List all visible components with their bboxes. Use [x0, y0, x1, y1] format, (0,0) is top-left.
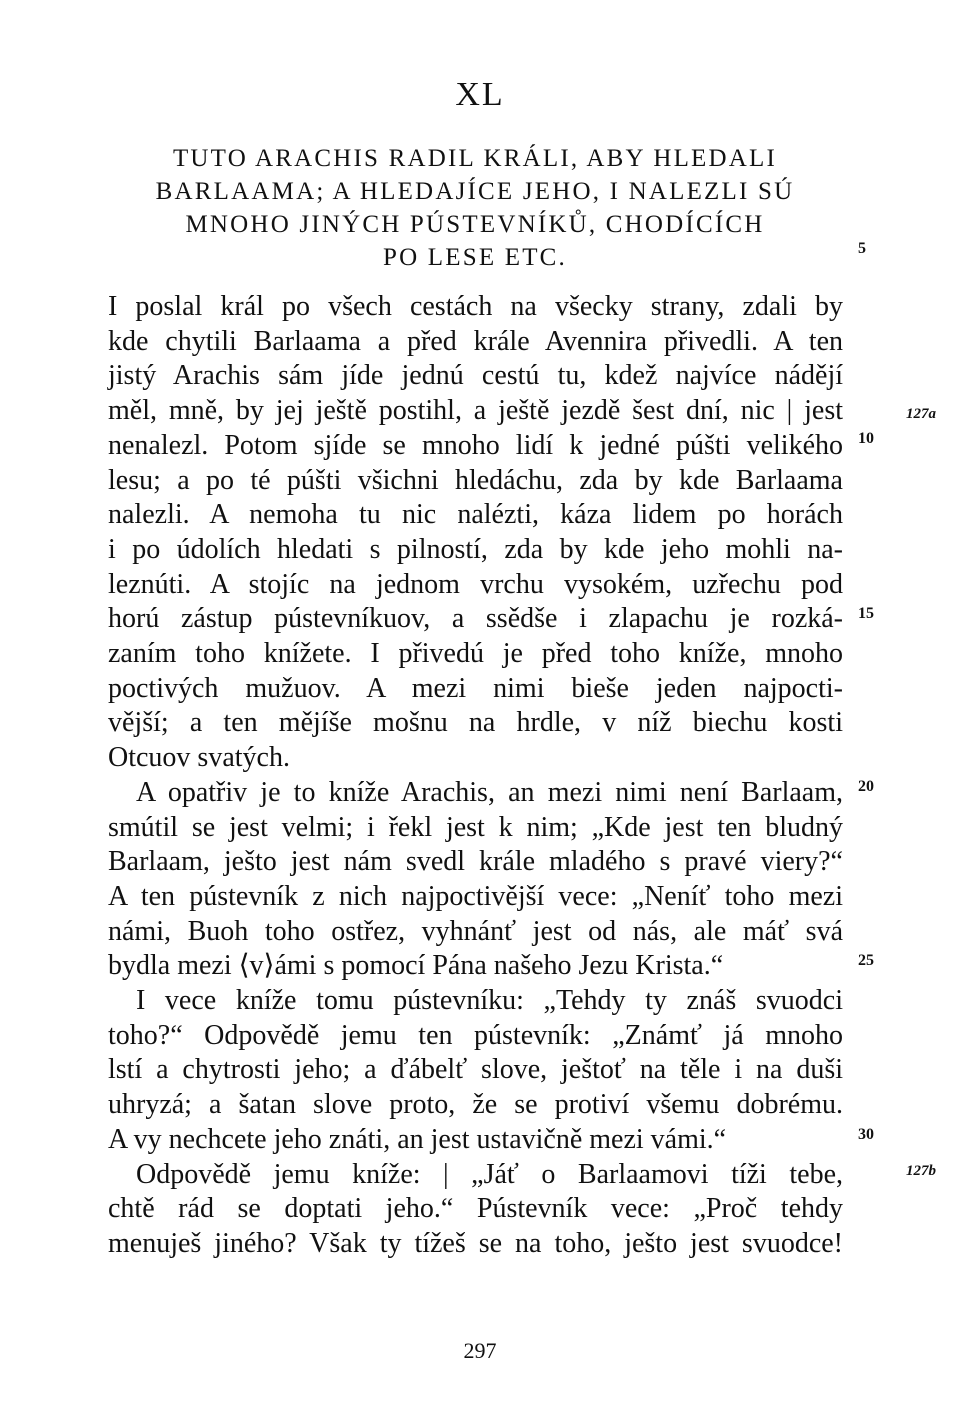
heading-line: PO LESE ETC.: [382, 244, 568, 271]
text-line: lstí a chytrosti jeho; a ďábelť slove, ještoť na těle i na duši: [108, 1054, 843, 1086]
text-line: bydla mezi ⟨v⟩ámi s pomocí Pána našeho Jezu Krista.“: [108, 950, 724, 982]
line-number: 15: [858, 605, 874, 622]
heading-line: MNOHO JINÝCH PÚSTEVNÍKŮ, CHODÍCÍCH: [185, 211, 765, 238]
line-number: 20: [858, 778, 874, 795]
text-line: I poslal král po všech cestách na všecky strany, zdali by: [108, 291, 843, 322]
text-line: Otcuov svatých.: [108, 742, 290, 774]
body-text: [108, 290, 843, 1262]
text-line: A opatřiv je to kníže Arachis, an mezi nimi není Barlaam,: [136, 776, 843, 808]
text-line: vější; a ten mějíše mošnu na hrdle, v níž biechu kosti: [108, 707, 843, 739]
text-line: námi, Buoh toho ostřez, vyhnánť jest od nás, ale máť svá: [108, 915, 843, 947]
text-line: I vece kníže tomu pústevníku: „Tehdy ty znáš svuodci: [136, 985, 843, 1017]
text-line: nenalezl. Potom sjíde se mnoho lidí k jedné púšti velikého: [108, 429, 843, 461]
text-line: leznúti. A stojíc na jednom vrchu vysokém, uzřechu pod: [108, 568, 843, 600]
text-line: lesu; a po té púšti všichni hledáchu, zda by kde Barlaama: [108, 464, 843, 496]
chapter-heading: [110, 142, 840, 274]
text-line: poctivých mužuov. A mezi nimi bieše jeden najpocti-: [108, 672, 843, 704]
text-line: A vy nechcete jeho znáti, an jest ustavičně mezi vámi.“: [108, 1123, 727, 1155]
line-number: 30: [858, 1126, 874, 1143]
text-line: horú zástup pústevníkuov, a ssědše i zlapachu je rozká-: [108, 603, 843, 635]
line-number: 25: [858, 952, 874, 969]
text-line: kde chytili Barlaama a před krále Avennira přivedli. A ten: [108, 325, 843, 357]
text-line: nalezli. A nemoha tu nic nalézti, káza lidem po horách: [108, 499, 843, 531]
text-line: i po údolích hledati s pilností, zda by kde jeho mohli na-: [108, 533, 843, 565]
text-line: jistý Arachis sám jíde jednú cestú tu, kdež najvíce nádějí: [108, 360, 843, 392]
text-line: A ten pústevník z nich najpoctivější vece: „Neníť toho mezi: [108, 880, 843, 912]
text-line: Barlaam, ješto jest nám svedl krále mladého s pravé viery?“: [108, 846, 843, 878]
chapter-number: XL: [455, 76, 505, 113]
text-line: toho?“ Odpovědě jemu ten pústevník: „Známť já mnoho: [108, 1019, 843, 1051]
text-line: uhryzá; a šatan slove proto, že se protiví všemu dobrému.: [108, 1089, 843, 1121]
text-line: smútil se jest velmi; i řekl jest k nim; „Kde jest ten bludný: [108, 811, 843, 843]
text-line: chtě rád se doptati jeho.“ Pústevník vece: „Proč tehdy: [108, 1193, 843, 1225]
text-line: menuješ jiného? Však ty tížeš se na toho, ješto jest svuodce!: [108, 1227, 843, 1259]
folio-reference: 127b: [906, 1163, 936, 1179]
heading-line: TUTO ARACHIS RADIL KRÁLI, ABY HLEDALI: [172, 145, 778, 172]
heading-line: BARLAAMA; A HLEDAJÍCE JEHO, I NALEZLI SÚ: [155, 178, 795, 205]
line-number: 10: [858, 430, 874, 447]
page-number: 297: [463, 1338, 497, 1363]
folio-reference: 127a: [906, 406, 936, 422]
text-line: měl, mně, by jej ještě postihl, a ještě jezdě šest dní, nic | jest: [108, 395, 843, 427]
text-line: zaním toho knížete. I přivedú je před toho kníže, mnoho: [108, 638, 843, 670]
line-number: 5: [858, 240, 866, 257]
text-line: Odpovědě jemu kníže: | „Jáť o Barlaamovi tíži tebe,: [136, 1158, 843, 1190]
